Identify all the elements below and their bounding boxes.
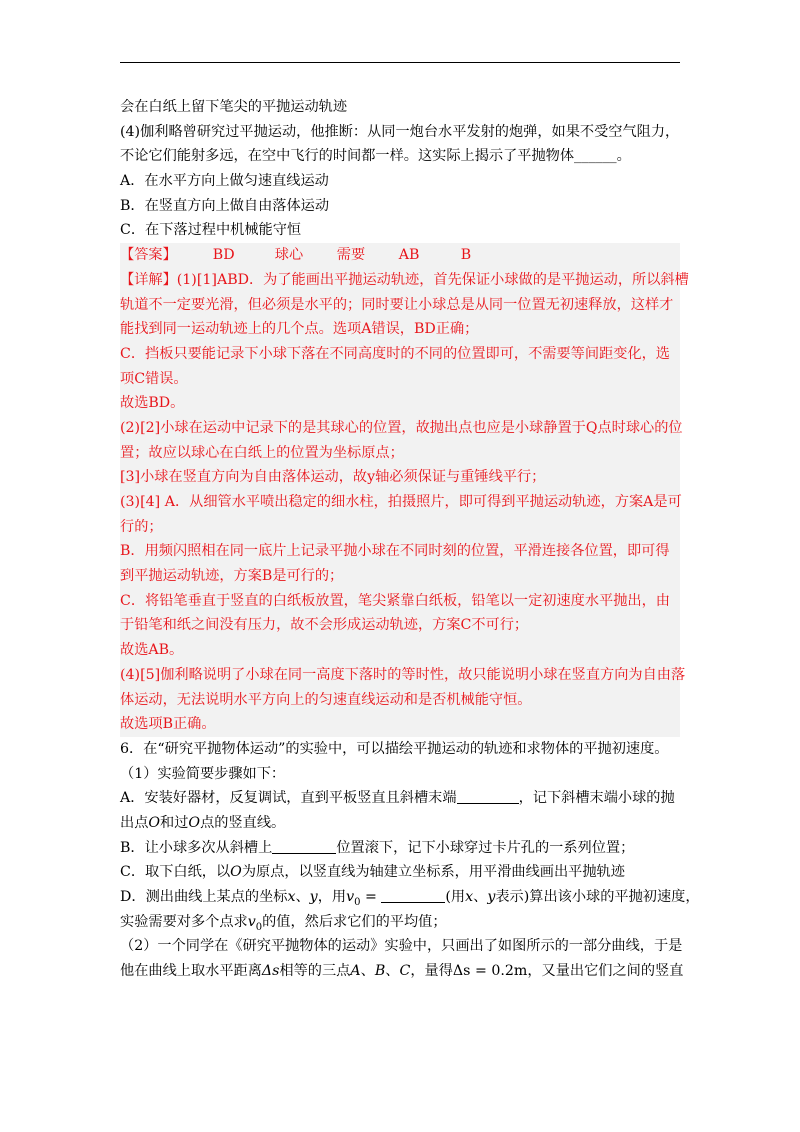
detail-line: 到平抛运动轨迹，方案B是可行的； [120, 568, 344, 585]
detail-line: (4)[5]伽利略说明了小球在同一高度下落时的等时性，故只能说明小球在竖直方向为自由落 [120, 666, 686, 683]
detail-line: 故选AB。 [120, 642, 184, 659]
detail-line: [3]小球在竖直方向为自由落体运动，故y轴必须保证与重锤线平行； [120, 469, 546, 486]
var-v: v [346, 889, 355, 905]
detail-line: 于铅笔和纸之间没有压力，故不会形成运动轨迹，方案C不可行； [120, 617, 529, 634]
question-6-stem: 6．在“研究平抛物体运动”的实验中，可以描绘平抛运动的轨迹和求物体的平抛初速度。 [120, 740, 669, 757]
var-y: y [309, 889, 318, 905]
step-text: 位置滚下，记下小球穿过卡片孔的一系列位置； [336, 839, 635, 856]
step-d-line-2 [120, 910, 680, 935]
step-text: D．测出曲线上某点的坐标 [120, 889, 288, 905]
step-c [120, 860, 680, 885]
answer-item: 需要 [336, 247, 366, 264]
step-b [120, 836, 680, 861]
answer-item: AB [398, 247, 420, 264]
step-text: 表示)算出该小球的平抛初速度， [495, 889, 700, 905]
step-text: 和过 [160, 814, 189, 831]
answer-line [120, 243, 680, 268]
subscript: 0 [255, 921, 263, 933]
point-a: A [350, 963, 361, 980]
answer-explanation-box [120, 243, 689, 737]
point-c: C [399, 963, 411, 980]
step-text: C．取下白纸，以 [120, 864, 231, 881]
step-text: 他在曲线上取水平距离 [120, 963, 262, 980]
var-y: y [487, 889, 496, 905]
detail-line: B．用频闪照相在同一底片上记录平抛小球在不同时刻的位置，平滑连接各位置，即可得 [120, 543, 670, 560]
step-text: 、 [385, 963, 400, 980]
answer-blank [457, 789, 519, 804]
detail-line: 故选BD。 [120, 395, 185, 412]
step-text: 、 [473, 889, 488, 905]
var-x: x [465, 889, 474, 905]
detail-line: (2)[2]小球在运动中记录下的是其球心的位置，故抛出点也应是小球静置于Q点时球心的位 [120, 419, 683, 436]
option-c: C．在下落过程中机械能守恒 [120, 222, 302, 239]
point-o: O [148, 814, 161, 831]
answer-blank [381, 888, 445, 903]
answer-blank [272, 839, 336, 854]
step-text: 出点 [120, 814, 149, 831]
detail-line: 体运动，无法说明水平方向上的匀速直线运动和是否机械能守恒。 [120, 691, 532, 708]
detail-line: 能找到同一运动轨迹上的几个点。选项A错误，BD正确； [120, 321, 479, 338]
step-a-line-2 [120, 811, 680, 836]
step-text: ，记下斜槽末端小球的抛 [518, 790, 675, 807]
answer-item: 球心 [274, 247, 304, 264]
detail-line: C．将铅笔垂直于竖直的白纸板放置，笔尖紧靠白纸板，铅笔以一定初速度水平抛出，由 [120, 592, 670, 609]
step-d-line-1 [120, 885, 700, 910]
part-2-line-1: （2）一个同学在《研究平抛物体的运动》实验中，只画出了如图所示的一部分曲线，于是 [120, 938, 683, 955]
answer-item: BD [212, 247, 235, 264]
step-text: ，又量出它们之间的竖直 [527, 963, 684, 980]
text-line: 不论它们能射多远，在空中飞行的时间都一样。这实际上揭示了平抛物体______。 [120, 148, 631, 165]
answer-item: B [460, 247, 472, 264]
detail-line: 故选项B正确。 [120, 716, 216, 733]
step-text: 的值，然后求它们的平均值； [262, 913, 447, 930]
step-text: 、 [360, 963, 375, 980]
detail-line: 项C错误。 [120, 370, 188, 387]
detail-line: 置；故应以球心在白纸上的位置为坐标原点； [120, 444, 404, 461]
delta-s: Δs [261, 963, 280, 980]
step-text: 为原点，以竖直线为轴建立坐标系，用平滑曲线画出平抛轨迹 [241, 864, 625, 881]
option-b: B．在竖直方向上做自由落体运动 [120, 197, 330, 214]
detail-line: 【详解】(1)[1]ABD．为了能画出平抛运动轨迹，首先保证小球做的是平抛运动，所以斜槽 [120, 271, 689, 288]
document-body [120, 95, 700, 984]
subscript: 0 [354, 896, 361, 908]
detail-line: C．挡板只要能记录下小球下落在不同高度时的不同的位置即可，不需要等间距变化，选 [120, 345, 670, 362]
step-text: 、 [295, 889, 310, 905]
var-x: x [287, 889, 296, 905]
step-text: (用 [445, 889, 466, 905]
detail-line: (3)[4] A．从细管水平喷出稳定的细水柱，拍摄照片，即可得到平抛运动轨迹，方案A是可 [120, 494, 682, 510]
step-text: A．安装好器材，反复调试，直到平板竖直且斜槽末端 [120, 790, 457, 807]
detail-line: 轨道不一定要光滑，但必须是水平的；同时要让小球总是从同一位置无初速释放，这样才 [120, 296, 674, 313]
step-text: 实验需要对多个点求 [120, 913, 248, 930]
header-rule [120, 62, 680, 63]
text-line: 会在白纸上留下笔尖的平抛运动轨迹 [120, 99, 348, 115]
detail-line: 行的； [120, 518, 163, 535]
option-a: A．在水平方向上做匀速直线运动 [120, 173, 329, 190]
point-o: O [230, 864, 242, 881]
step-text: B．让小球多次从斜槽上 [120, 839, 273, 856]
step-text: ，用 [317, 889, 347, 905]
delta-s-value: Δs = 0.2m [452, 963, 528, 980]
steps-title: （1）实验简要步骤如下： [120, 765, 286, 782]
step-text: 相等的三点 [279, 963, 351, 980]
var-v: v [247, 913, 256, 930]
point-b: B [374, 963, 386, 980]
step-text: ，量得 [410, 963, 453, 980]
equals-sign: = [360, 889, 382, 905]
step-text: 点的竖直线。 [200, 814, 286, 831]
part-2-line-2 [120, 959, 684, 984]
point-o: O [188, 814, 201, 831]
text-line: (4)伽利略曾研究过平抛运动，他推断：从同一炮台水平发射的炮弹，如果不受空气阻力， [120, 123, 680, 140]
answer-tag: 【答案】 [120, 247, 177, 264]
step-a-line-1 [120, 786, 680, 811]
